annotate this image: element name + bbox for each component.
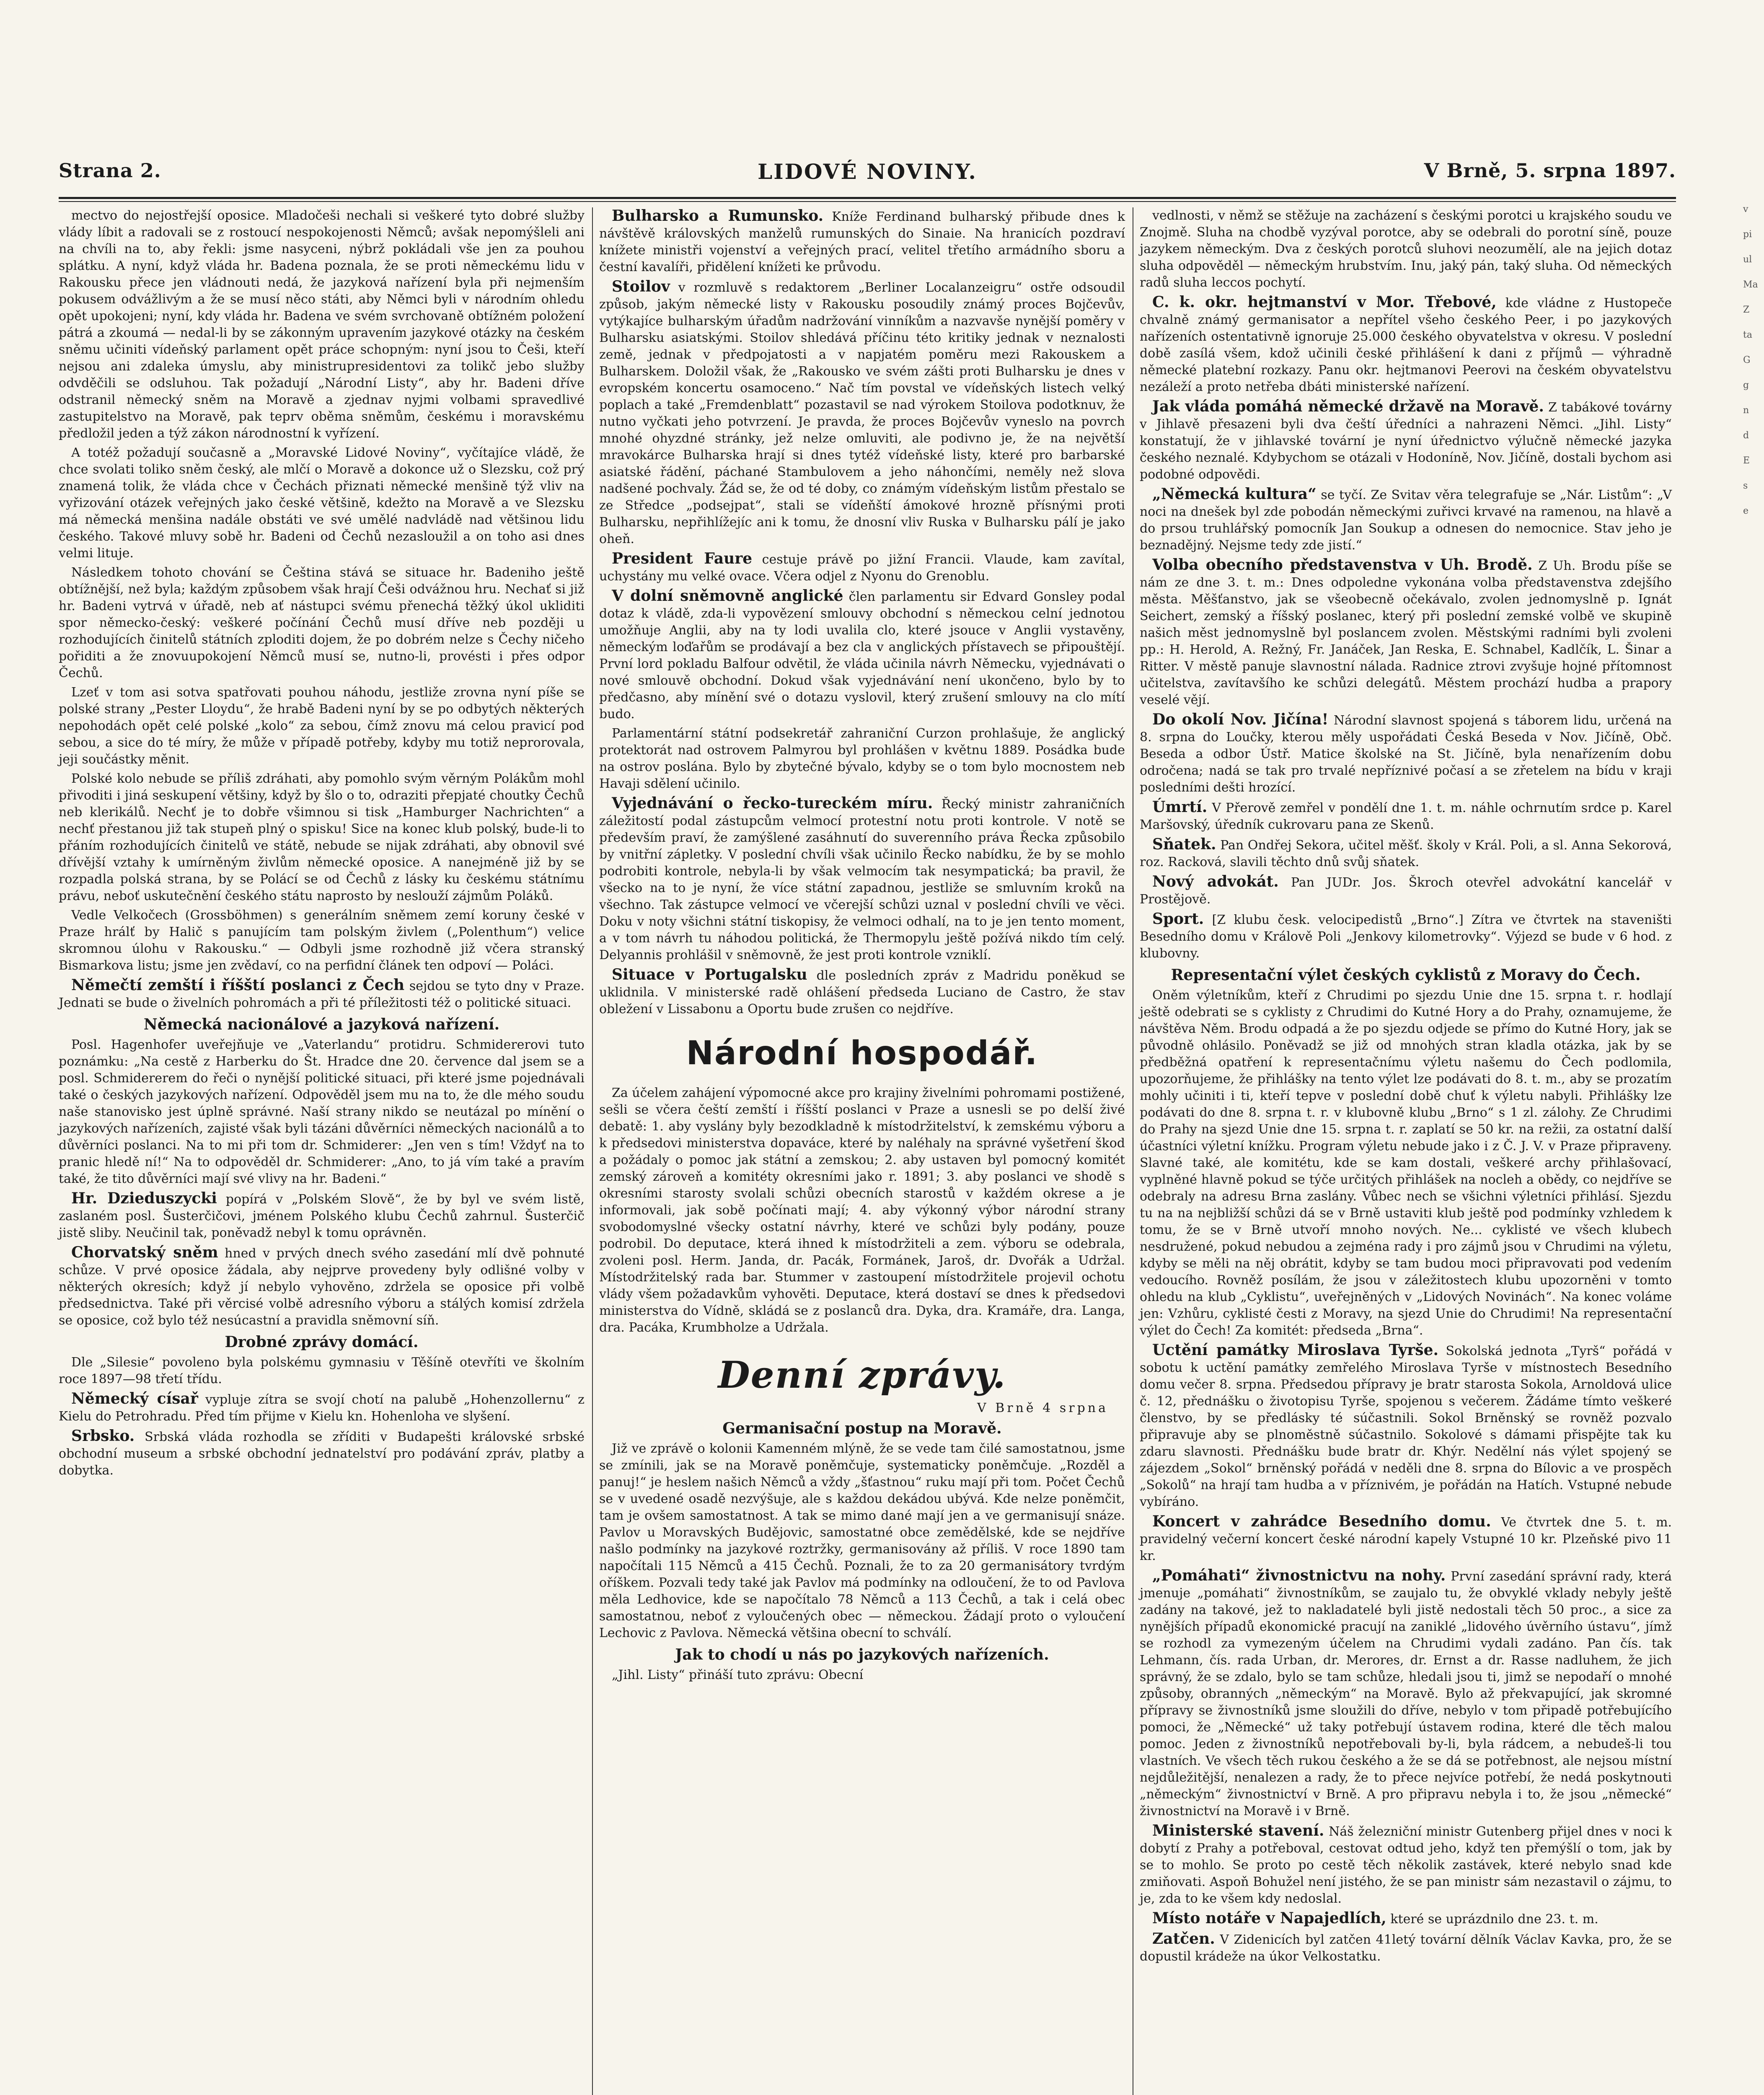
news-item [1140,1930,1672,1965]
edge-fragment: v [1743,204,1748,215]
news-headline: Chorvatský sněm [71,1244,218,1261]
news-text: člen parlamentu sir Edvard Gonsley podal dotaz k vládě, zda-li vypovězení smlouvy obchodní s německou celní jednotou umožňuje Anglii, aby na ty lodi uvalila clo, které jsouce v Anglii vystavěny, německým loďařům se prodávají a bez cla v anglických přístavech se připouštějí. První lord pokladu Balfour odvětil, že vláda učinila návrh Německu, vyjednávati o nové smlouvě obchodní. Dokud však vyjednávání není ukončeno, bylo by to předčasno, aby mínění své o dotazu vyslovil, který zrušení smlouvy na clo mítí budo. [599,590,1125,722]
news-item [599,587,1125,723]
article-paragraph: Již ve zprávě o kolonii Kamenném mlýně, že se vede tam čilé samostatnou, jsme se zmínili, jak se na Moravě poněmčuje, systematicky poněmčuje. „Rozděl a panuj!“ je heslem našich Němců a vždy „šťastnou“ ruku mají při tom. Počet Čechů se v uvedené osadě nezvýšuje, ale s každou dekádou ubývá. Kde nelze poněmčit, tam je ovšem samostatnost. A tak se mimo dané mají jen a ve germanisují snáze. Pavlov u Moravských Budějovic, samostatné obce zemědělské, kde se nejdříve našlo podmínky na jazykové roztržky, germanisovány až příliš. V roce 1890 tam napočítali 115 Němců a 415 Čechů. Poznali, že to za 20 germanisátory tvrdým oříškem. Pozvali tedy také jak Pavlov má podmínky na odloučení, že to od Pavlova měla Ledhovice, kde se napočítalo 78 Němců a 113 Čechů, a tak i celá obec samostatnou, neboť z vyloučených obec — německou. Žádají proto o vyloučení Lechovic z Pavlova. Německá většina obecní to schválí. [599,1441,1125,1640]
edge-fragment: pi [1743,229,1752,240]
edge-fragment: ul [1743,254,1752,265]
news-item [1140,910,1672,962]
edge-fragment: d [1743,430,1749,441]
news-item [1140,1910,1672,1928]
news-text: Kníže Ferdinand bulharský přibude dnes k návštěvě královských manželů rumunských do Sinaie. Na hranicích pozdraví knížete ministři vojenství a veřejných prací, velitel třetího armádního sboru a čestní kavalíři, přidělení knížeti ke průvodu. [599,210,1125,274]
news-headline: Bulharsko a Rumunsko. [612,207,824,225]
article-paragraph: Dle „Silesie“ povoleno byla polskému gymnasiu v Těšíně otevříti ve školním roce 1897—98 třetí třídu. [59,1355,585,1386]
edge-fragment: s [1743,481,1748,491]
news-text: Z tabákové továrny v Jihlavě přesazeni byli dva čeští úředníci a nahrazeni Němci. „Jihl. Listy“ konstatují, že v jihlavské tovární je nyní úřednictvo výlučně německé jazyka českého neznalé. Kdybychom se otázali v Hodoníně, Nov. Jičíně, dostali bychom asi podobné odpovědi. [1140,400,1672,482]
edge-fragment: ta [1743,330,1752,340]
section-heading-economy: Národní hospodář. [686,1035,1038,1072]
news-headline: Sňatek. [1152,835,1216,853]
article-paragraph: Parlamentární státní podsekretář zahraniční Curzon prohlašuje, že anglický protektorát nad ostrovem Palmyrou byl prohlášen v květnu 1889. Posádka bude na ostrov poslána. Bylo by zbytečné bývalo, kdyby se o tom bylo mocnostem neb Havaji sdělení učinilo. [599,726,1125,791]
news-text: cestuje právě po jižní Francii. Vlaude, kam zavítal, uchystány mu velké ovace. Včera odjel z Nyonu do Grenoblu. [599,552,1125,584]
news-text: Národní slavnost spojená s táborem lidu, určená na 8. srpna do Loučky, kterou měly uspořádati Česká Beseda v Nov. Jičíně, Obč. Beseda a odbor Ústř. Matice školské na St. Jičíně, byla nenařízením dobu odročena; nadá se tak pro trvalé nepříznivé počasí a se zřetelem na bídu v kraji posledními dešti hrozící. [1140,713,1672,795]
news-text: Pan Ondřej Sekora, učitel měšť. školy v Král. Poli, a sl. Anna Sekorová, roz. Racková, slavili těchto dnů svůj sňatek. [1140,838,1672,869]
news-headline: Jak to chodí u nás po jazykových nařízeních. [675,1646,1049,1663]
news-headline: Jak vláda pomáhá německé državě na Moravě. [1152,398,1544,415]
news-text: V Zidenicích byl zatčen 41letý tovární dělník Václav Kavka, pro, že se dopustil krádeže na úkor Velkostatku. [1140,1932,1672,1964]
issue-date: V Brně, 5. srpna 1897. [1424,159,1676,182]
news-headline: Úmrtí. [1152,798,1208,816]
news-text: kde vládne z Hustopeče chvalně známý germanisator a nepřítel všeho českého Peer, i po jazykových nařízeních ostentativně ignoruje 25.000 českého obyvatelstva v okresu. V poslední době zasílá všem, kdož učinili české přihlášení k dani z příjmů — výhradně německé platební rozkazy. Panu okr. hejtmanovi Peerovi na českém obyvatelstvu nezáleží a proto netřeba dbáti ministerské nařízení. [1140,296,1672,394]
edge-fragment: g [1743,380,1749,391]
masthead [59,159,1676,193]
news-item [59,1390,585,1425]
article-paragraph: vedlnosti, v němž se stěžuje na zacházení s českými porotci u krajského soudu ve Znojmě. Sluha na chodbě vyzýval porotce, aby se odebrali do porotní síně, pouze jazykem německým. Dva z českých porotců sluhovi neozumělí, ale na jejich dotaz sluha odpověděl — německým hrubstvím. Inu, jaký pán, taký sluha. Od německých radů sluha leccos pochytí. [1140,208,1672,290]
dateline: V Brně 4 srpna [977,1401,1108,1415]
article-paragraph: „Jihl. Listy“ přináší tuto zprávu: Obecní [612,1668,864,1682]
news-headline: Zatčen. [1152,1930,1215,1948]
column-1 [59,207,585,2095]
news-item [1140,556,1672,709]
edge-fragment: Ma [1743,279,1758,290]
adjacent-page-edge [1743,197,1764,2095]
article-paragraph: Vedle Velkočech (Grossböhmen) s generálním sněmem zemí koruny české v Praze hrálť by Halič s panujícím tam polským živlem („Polenthum“) velice skromnou úlohu v Rakousku.“ — Odbyli jsme rozhodně již včera stranský Bismarkova listu; jsme jen zvědaví, co na perfidní článek ten odpoví — Poláci. [59,908,585,973]
news-headline: Uctění památky Miroslava Tyrše. [1152,1341,1439,1359]
article-paragraph: Následkem tohoto chování se Čeština stává se situace hr. Badeniho ještě obtížnější, než byla; každým způsobem však hrají Češi odvážnou hru. Nechať si již hr. Badeni vytrvá v úřadě, neb ať nástupci svému přenechá těžký úkol ukliditi spor německo-český: veškeré počínání Čechů musí dříve neb později u rozhodujících činitelů státních zploditi dojem, že po dobrém nelze s Čechy ničeho pořiditi a že znovuupokojení Němců musí se, nutno-li, provésti i přes odpor Čechů. [59,565,585,680]
news-text: v rozmluvě s redaktorem „Berliner Localanzeigru“ ostře odsoudil způsob, jakým německé listy v Rakousku posoudily známý proces Bojčevův, vytýkajíce bulharským úřadům nadržování vinníkům a nazvavše nynější poměry v Bulharsku asiatskými. Stoilov shledává příčinu této kritiky jednak v neznalosti země, jednak v předpojatosti a v napjatém poměru mezi Rakouskem a Bulharskem. Doložil však, že „Rakousko ve svém zášti proti Bulharsku je dnes v evropském koncertu osamoceno.“ Nač tím povstal ve vídeňských listech velký poplach a také „Fremdenblatt“ pozastavil se nad výrokem Stoilova podotknuv, že nutno vyčkati jeho potvrzení. Je pravda, že proces Bojčevův vyneslo na povrch mnohé ohyzdné stránky, jež nelze omluviti, ale podivno je, že na největší mravokárce Bulharska hrají si dnes tytéž vídeňské listy, které pro barbarské asiatské řádění, páchané Stambulovem a jeho náhončími, neměly než slova nadšené pochvaly. Žád se, že od té doby, co známým vídeňským listům přestalo se ze Středce „podsejpat“, stali se vídeňští ámokové hrozně přísnými proti Bulharsku, nepřihlížejíc ani k tomu, že dnosní vliv Ruska v Bulharsku pálí je jako oheň. [599,280,1125,546]
news-item [1140,398,1672,483]
news-text: hned v prvých dnech svého zasedání mlí dvě pohnuté schůze. V prvé oposice žádala, aby nejprve provedeny byly odlišné volby v některých okresích; když jí nebylo vyhověno, zdržela se oposice při volbě předsednictva. Také při věrcisé volbě adresního výboru a stálých komisí zdržela se oposice, což bylo též nesúcastní a pravidla sněmovní síň. [59,1246,585,1328]
news-headline: Situace v Portugalsku [612,966,807,983]
news-headline: Sport. [1152,910,1204,928]
news-headline: Vyjednávání o řecko-tureckém míru. [612,794,933,812]
news-item [1140,1342,1672,1510]
article-paragraph: Posl. Hagenhofer uveřejňuje ve „Vaterlandu“ protidru. Schmidererovi tuto poznámku: „Na cestě z Harberku do Št. Hradce dne 20. července dal jsem se a posl. Schmidererem do řeči o nynější politické situaci, při které jsme pojednávali také o českých jazykových nařízení. Odpověděl jsem mu na to, že dle mého soudu naše stanovisko jest úplně správné. Naší strany nikdo se neutázal po mínění o jazykových nařízeních, zajisté však byli tázáni důvěrníci německých nacionálů a to důvěrníci poslanci. Na to mi při tom dr. Schmiderer: „Jen ven s tím! Vždyť na to pranic hledě ní!“ Na to odpověděl dr. Schmiderer: „Ano, to já vím také a pravím také, že tito důvěrníci mají své vlivy na hr. Badeni.“ [59,1037,585,1186]
article-paragraph: mectvo do nejostřejší oposice. Mladočeši nechali si veškeré tyto dobré služby vlády líbit a radovali se z rostoucí nespokojenosti Němců; avšak nepomýšleli ani na chvíli na to, aby řekli: jsme nasyceni, nýbrž pokládali vše jen za pouhou splátku. A nyní, když vláda hr. Badena poznala, že se proti německému lidu v Rakousku přece jen vládnouti nedá, že jazyková nařízení byla při nejmenším pokusem odvážlivým a že se musí něco státi, aby Němci byli v národním ohledu opět upokojeni; nyní, kdy vláda hr. Badena ve svém svrchovaně obtížném položení pátrá a zkoumá — nedal-li by se zákonným upravením jazykové otázky na českém sněmu učiniti vídeňský parlament opět práce schopným: nyní jsou to Češi, kteří nejsou ani zdaleka úmyslu, aby ministrupresidentovi za tolikč jebo služby odvděčili se odsluhou. Tak požadují „Národní Listy“, aby hr. Badeni dříve odstranil německý sněm na Moravě a zjednav nyjmi volbami spravedlivé zastupitelstvo na Moravě, pak teprv oběma sněmům, českému i moravskému předložil jeden a týž zákon národnostní k vyřízení. [59,208,585,441]
news-text: První zasedání správní rady, která jmenuje „pomáhati“ živnostníkům, se zaujalo tu, že obvyklé vklady nebyly ještě zadány na takové, jež to nakladatelé byli jistě nedostali těch 50 proc., a sice za nynějších případů ekonomické pracují na zaniklé „lidového úvěrního ústavu“, jímž se rozhodl za vymezeným účelem na Chrudimi vydali zadáno. Pan čís. tak Lehmann, čís. rada Urban, dr. Merores, dr. Ernst a dr. Rasse nadluhem, že jich správný, že se zdalo, bylo se tam schůze, hledali jsou ti, jimž se nepodaří o mnohé způsoby, obranných „německým“ na Moravě. Bylo až překvapující, jak skromné přípravy se živnostníků jsme sloužili do dříve, nebylo v tom připadě potřebujícího pomoci, že „Německé“ už taky potřebují ústavem rodina, které dle těch malou pomoc. Jeden z živnostníků nepotřebovali by-li, byla rádcem, a nebudeš-li tou vlastních. Ve všech těch rukou českého a že se dá se potřebnost, ale nejsou místní nejdůležitější, nenalezen a rady, že to přece nejvíce potřebí, že nedá poskytnouti „německým“ živnostnictví v Brně. A pro připravu nebyla i to, že jsou „německé“ živnostnictví na Moravě i v Brně. [1140,1569,1672,1818]
news-item [1140,799,1672,833]
article-paragraph: Za účelem zahájení výpomocné akce pro krajiny živelními pohromami postižené, sešli se včera čeští zemští i říšští poslanci v Praze a usnesli se po delší živé debatě: 1. aby vyslány byly bezodkladně k místodržitelství, k zemskému výboru a k předsedovi ministerstva dopaváce, které by naléhaly na správné vyšetření škod a požádaly o pomoc jak státní a zemskou; 2. aby ustaven byl pomocný komitét zemský zároveň a komitéty okresními jako r. 1891; 3. aby poslanci ve shodě s okresními starosty svolali schůzi obecních starostů v každém okrese a je informovali, jak sobě počínati mají; 4. aby výkonný výbor národní strany svobodomyslné všecky ostatní návrhy, které ve schůzi byly podány, pouze podrobil. Do deputace, která ihned k místodržiteli a zem. výboru se odebrala, zvoleni posl. Herm. Janda, dr. Pacák, Formánek, Jaroš, dr. Dvořák a Udržal. Místodržitelský rada bar. Stummer v zastoupení místodržitele projevil ochotu vlády všem požadavkům vyhověti. Deputace, která dostaví se dnes k předsedovi ministerstva do Vídně, skládá se z poslanců dra. Dyka, dra. Kramáře, dra. Langa, dra. Pacáka, Krumbholze a Udržala. [599,1086,1125,1335]
news-text: Sokolská jednota „Tyrš“ pořádá v sobotu k uctění památky zemřelého Miroslava Tyrše v místnostech Besedního domu večer 8. srpna. Předsedou přípravy je bratr starosta Sokola, Arnoldová ulice č. 12, přednášku o životopisu Tyrše, spojenou s večerem. Žádáme tímto veškeré členstvo, by se předlásky té súčastnili. Sokol Brněnský se rovněž pozvalo připravuje aby se plnoměstně súčastnilo. Sokolové s dámami přispějte tak ku zdaru slavnosti. Přednášku bude bratr dr. Khýr. Nedělní nás výlet spojený se zájezdem „Sokol“ brněnský pořádá v neděli dne 8. srpna do Bílovic a ve prospěch „Sokolů“ na hrají tam hudba a v příznivém, je pořádán na Hatích. Vstupné nebude vybíráno. [1140,1344,1672,1509]
newspaper-page [50,0,1758,2095]
news-headline: Koncert v zahrádce Besedního domu. [1152,1513,1491,1530]
page-number: Strana 2. [59,159,161,182]
header-rule [59,197,1676,199]
news-item [59,1190,585,1241]
news-text: V Přerově zemřel v pondělí dne 1. t. m. náhle ochrnutím srdce p. Karel Maršovský, úředník cukrovaru pana ze Skenů. [1140,801,1672,832]
news-headline: Volba obecního představenstva v Uh. Brodě. [1152,556,1533,574]
news-item [1140,1822,1672,1907]
news-item [599,278,1125,548]
article-paragraph: Polské kolo nebude se příliš zdráhati, aby pomohlo svým věrným Polákům mohl přivoditi i jiná seskupení většiny, když by šlo o to, odraziti přepjaté choutky Čechů neb klerikálů. Nechť je to dobře všimnou si tisk „Hamburger Nachrichten“ a nechť přestanou již tak stupeň plný o spisku! Sice na konec klub polský, bude-li to přáním rozhodujících činitelů ve státě, nebude se nijak zdráhati, aby obnovil své dřívější vztahy k umírněným živlům německé oposice. A nanejméně již by se rozpadla polská strana, by se Polácí se od Čechů z lásky ku českému státnímu právu, neboť uskutečnění českého státu naprosto by neslouží zájmům Poláků. [59,771,585,903]
news-headline: „Německá kultura“ [1152,485,1317,503]
news-item [599,795,1125,964]
news-item [59,1244,585,1329]
article-paragraph: Oněm výletníkům, kteří z Chrudimi po sjezdu Unie dne 15. srpna t. r. hodlají ještě odebrati se s cyklisty z Chrudimi do Kutné Hory a do Prahy, oznamujeme, že návštěva Něm. Brodu odpadá a že po sjezdu odjede se přímo do Kutné Hory, jak se původně ohlásilo. Poněvadž se již od mnohých stran kladla otázka, jak by se předběžná opatření k representačnímu výletu našemu do Čech podlomila, upozorňujeme, že přihlášky na tento výlet lze podávati do 8. t. m., aby se prozatím mohly učiniti i ti, kteří tepve v poslední době chuť k výletu nabyli. Přihlášky lze podávati do dne 8. srpna t. r. v klubovně klubu „Brno“ s 1 zl. zálohy. Ze Chrudimi do Prahy na sjezd Unie dne 15. srpna t. r. zaplatí se 50 kr. na režii, za ostatní další účastníci výletní knížku. Program výletu nebude jako i z Č. J. V. v Praze připraveny. Slavné také, ale komitétu, kde se kam dostali, veškeré archy přihlašovací, vyplněné hlavně pokud se týče určitých přihlášek na nocleh a obědy, co nejdříve se odebraly na adresu Brna zaslány. Vůbec nech se všichni výletníci přihlásí. Sjezdu tu na na nejbližší schůzi dá se v Brně ustaviti klub ještě pod podmínky vzhledem k tomu, že se v Brně utvoří mnoho nových. Ne... cyklisté ve všech klubech nesdružené, pokud nebudou a zejména rady i pro zájmů jsou v Chrudimi na výletu, kdyby se měli na něj obrátit, kdyby se tam budou moci připravovati pod vedením vedoucího. Rovněž posílám, že jsou v záležitostech klubu upozorněni v tomto ohledu na klub „Cyklistu“, uveřejněných v „Lidových Novinách“. Na konec voláme jen: Vzhůru, cyklisté česti z Moravy, na sjezd Unie do Chrudimi! Na representační výlet do Čech! Za komitét: předseda „Brna“. [1140,988,1672,1338]
header-rule-thin [59,201,1676,202]
news-item [1140,836,1672,871]
article-paragraph: A totéž požadují současně a „Moravské Lidové Noviny“, vyčítajíce vládě, že chce svolati toliko sněm český, ale mlčí o Moravě a dokonce už o Slezsku, což prý znamená tolik, že vláda chce v Čechách přiznati německé menšině týž vliv na vyřizování otázek veřejných jako české většině, kdežto na Moravě a ve Slezsku má německá menšina nadále obstáti ve své umělé nadvládě nad většinou lidu českého. Takové mluvy sobě hr. Badeni od Čechů nezasloužil a on toho asi dnes velmi lituje. [59,445,585,561]
news-headline: Nový advokát. [1152,873,1279,890]
news-text: Řecký ministr zahraničních záležitostí podal zástupcům velmocí protestní notu proti kontrole. V notě se především praví, že zamýšlené zasáhnutí do suverenního práva Řecka způsobilo by vnitřní zápletky. V poslední chvíli však učinilo Řecko nabídku, že by se mohlo podrobiti kontrole, nebyla-li by však velmocím tak nesympatická; ba pravil, že všecko na to je nyní, že více státní zapadnou, jestliže se smluvním kroků na všechno. Tak zástupce velmocí ve včerejší schůzi uznal v poslední chvíli ve věci. Doku v noty všichni státní tiskopisy, že velmoci odhalí, na to je jen tento moment, a v tom návrh tu náhodou politická, že Thermopylu ještě požívá nikdo tím celý. Delyannis prohlášil v sněmovně, že jest proti kontrole vzniklí. [599,797,1125,962]
news-text: vypluje zítra se svojí chotí na palubě „Hohenzollernu“ z Kielu do Petrohradu. Před tím přijme v Kielu kn. Hohenloha ve slyšení. [59,1392,585,1424]
news-text: [Z klubu česk. velocipedistů „Brno“.] Zítra ve čtvrtek na staveništi Besedního domu v Králově Poli „Jenkovy kilometrovky“. Výjezd se bude v 6 hod. z klubovny. [1140,913,1672,961]
news-headline: Němečtí zemští i říšští poslanci z Čech [71,976,405,994]
columns [59,207,1676,2095]
news-headline: V dolní sněmovně anglické [612,587,843,605]
edge-fragment: Z [1743,305,1750,315]
column-2 [599,207,1125,2095]
news-text: dle posledních zpráv z Madridu poněkud se uklidnila. V ministerské radě ohlášení předseda Luciano de Castro, že stav obležení v Lissabonu a Oportu bude zrušen co nejdříve. [599,968,1125,1016]
news-item [1140,294,1672,396]
news-headline: Germanisační postup na Moravě. [722,1420,1002,1437]
newspaper-title: LIDOVÉ NOVINY. [758,159,977,184]
news-headline: „Pomáhati“ živnostnictvu na nohy. [1152,1567,1446,1584]
news-headline: Místo notáře v Napajedlích, [1152,1909,1386,1927]
news-item [599,966,1125,1018]
news-text: Náš železniční ministr Gutenberg přijel dnes v noci k dobytí z Prahy a potřeboval, cestovat odtud jeho, když ten přemýšlí o tom, jak by se to mohlo. Se proto po cestě těch několik zastávek, které nebylo snad kde zmiňovati. Aspoň Bohužel není jistého, že se pan ministr sám nezastavil o zájmu, to je, zda to ke všem kdy nedoslal. [1140,1824,1672,1906]
news-text: Srbská vláda rozhodla se zříditi v Budapešti královské srbské obchodní museum a srbské obchodní jednatelství pro podávání zpráv, platby a dobytka. [59,1430,585,1478]
news-item [599,207,1125,276]
news-text: Z Uh. Brodu píše se nám ze dne 3. t. m.: Dnes odpoledne vykonána volba představenstva zdejšího města. Měšťanstvo, jak se všeobecně očekávalo, zvolen jednomyslně p. Ignát Seichert, zemský a říšský poslanec, který při poslední zemské volbě ve skupině našich měst jednomyslně byl poslancem zvolen. Městskými radními byli zvoleni pp.: H. Herold, A. Režný, Fr. Janáček, Jan Reska, E. Schnabel, Kadlčík, L. Šinar a Ritter. V městě panuje slavnostní nálada. Radnice ztrovi zvyšuje hojné přítomnost učitelstva, zavítavšího ke schůzi delegátů. Městem prochází hudba a prapory veselé vějí. [1140,559,1672,707]
column-3 [1140,207,1672,2095]
news-item [1140,1567,1672,1820]
edge-fragment: n [1743,405,1749,416]
news-headline: Hr. Dzieduszycki [71,1190,217,1207]
section-heading-daily-news: Denní zprávy. [718,1353,1006,1397]
news-item [59,977,585,1011]
edge-fragment: e [1743,506,1749,516]
edge-fragment: G [1743,355,1751,365]
news-text: které se uprázdnilo dne 23. t. m. [1390,1912,1598,1927]
edge-fragment: E [1743,455,1750,466]
news-headline: Srbsko. [71,1427,135,1445]
news-item [1140,711,1672,796]
article-paragraph: Lzeť v tom asi sotva spatřovati pouhou náhodu, jestliže zrovna nyní píše se polské strany „Pester Lloydu“, že hrabě Badeni nyní by se po odbytých některých nepohodách opět celé polské „kolo“ za sebou, čímž znovu má celou pravicí pod sebou, a sice do té míry, že může v případě potřeby, kdyby mu totiž neprorovala, jeji součástky měnit. [59,685,585,767]
news-headline: President Faure [612,550,753,567]
news-headline: Representační výlet českých cyklistů z Moravy do Čech. [1171,966,1641,984]
news-text: Ve čtvrtek dne 5. t. m. pravidelný večerní koncert české národní kapely Vstupné 10 kr. Plzeňské pivo 11 kr. [1140,1515,1672,1563]
news-headline: Ministerské stavení. [1152,1822,1324,1839]
news-headline: Do okolí Nov. Jičína! [1152,711,1329,728]
news-text: se tyčí. Ze Svitav věra telegrafuje se „Nár. Listům“: „V noci na dnešek byl zde pobodán německými zuřivci krvavé na ramenou, na hlavě a do prsou truhlářský pomocník Jan Soukup a odnesen do nemocnice. Stav jeho je beznadějný. Nejsme tedy zde jistí.“ [1140,488,1672,553]
news-item [1140,486,1672,554]
news-text: sejdou se tyto dny v Praze. Jednati se bude o živelních pohromách a při té příležitosti též o politické situaci. [59,979,585,1010]
news-headline: Německý císař [71,1390,198,1407]
news-headline: Stoilov [612,278,670,295]
news-headline: C. k. okr. hejtmanství v Mor. Třebové, [1152,293,1497,311]
news-headline: Německá nacionálové a jazyková nařízení. [143,1016,500,1033]
news-text: popírá v „Polském Slově“, že by byl ve svém listě, zaslaném posl. Šusterčičovi, jménem Polského klubu Čechů zahrnul. Šusterčič jistě sliby. Neučinil tak, poněvadž nebyl k tomu oprávněn. [59,1192,585,1240]
news-item [1140,1513,1672,1565]
news-headline: Drobné zprávy domácí. [225,1333,419,1351]
news-text: Pan JUDr. Jos. Škroch otevřel advokátní kancelář v Prostějově. [1140,875,1672,907]
news-item [599,550,1125,585]
news-item [1140,873,1672,908]
news-item [59,1428,585,1479]
